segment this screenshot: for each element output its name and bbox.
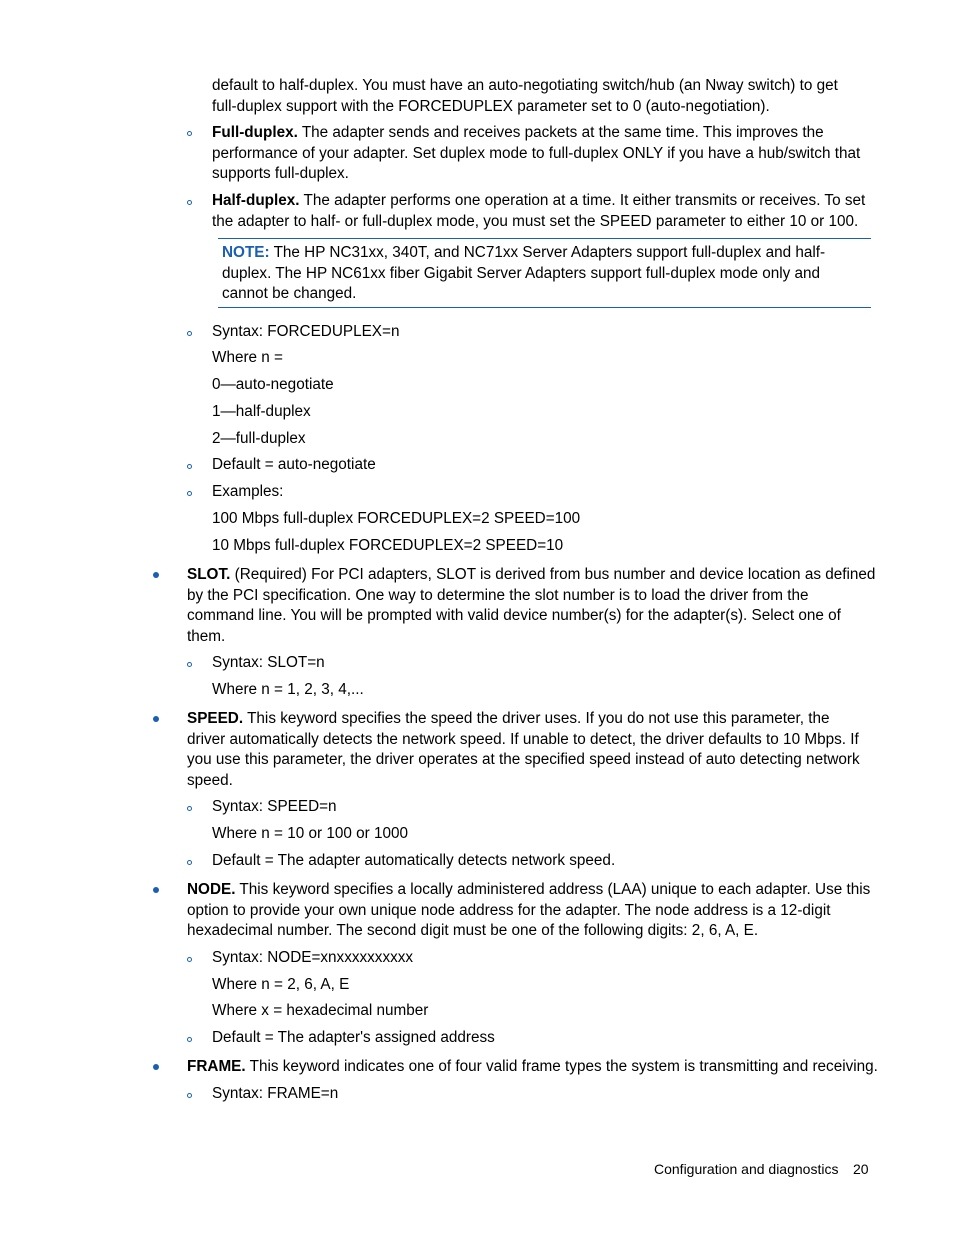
speed-text: This keyword specifies the speed the driver uses. If you do not use this parameter, the driver automatically detects the network speed. If unable to detect, the driver defaults to 10 Mbps. If you use this parameter, the driver operates at the specified speed instead of auto detecting network speed. (187, 710, 860, 789)
forceduplex-example-2: 10 Mbps full-duplex FORCEDUPLEX=2 SPEED=10 (212, 537, 564, 554)
speed-syntax: Syntax: SPEED=n (212, 798, 337, 815)
note-top-rule (218, 238, 871, 239)
forceduplex-syntax: Syntax: FORCEDUPLEX=n (212, 323, 400, 340)
half-duplex-term: Half-duplex. (212, 192, 300, 209)
sub-bullet-icon (187, 662, 192, 667)
sub-bullet-icon (187, 464, 192, 469)
slot-term: SLOT. (187, 566, 231, 583)
note-label: NOTE: (222, 244, 270, 261)
sub-bullet-icon (187, 1037, 192, 1042)
bullet-icon (153, 716, 159, 722)
speed-where: Where n = 10 or 100 or 1000 (212, 825, 409, 842)
sub-bullet-icon (187, 806, 192, 811)
note-box (222, 243, 857, 305)
node-text: This keyword specifies a locally administered address (LAA) unique to each adapter. Use this option to provide your own unique node address for the adapter. The node address is a 12-digit hexadecimal number. The second digit must be one of the following digits: 2, 6, A, E. (187, 881, 871, 939)
sub-bullet-icon (187, 957, 192, 962)
bullet-icon (153, 572, 159, 578)
node-where-x: Where x = hexadecimal number (212, 1002, 429, 1019)
forceduplex-where: Where n = (212, 349, 283, 366)
slot-where: Where n = 1, 2, 3, 4,... (212, 681, 364, 698)
forceduplex-default: Default = auto-negotiate (212, 456, 376, 473)
bullet-icon (153, 1064, 159, 1070)
frame-item (187, 1057, 887, 1078)
slot-text: (Required) For PCI adapters, SLOT is derived from bus number and device location as defined by the PCI specification. One way to determine the slot number is to load the driver from the command line. You will be prompted with valid device number(s) for the adapter(s). Select one of them. (187, 566, 876, 645)
footer-section-title: Configuration and diagnostics (654, 1161, 839, 1177)
sub-bullet-icon (187, 860, 192, 865)
half-duplex-item (212, 191, 872, 232)
forceduplex-examples-label: Examples: (212, 483, 284, 500)
full-duplex-item (212, 123, 862, 185)
node-term: NODE. (187, 881, 236, 898)
sub-bullet-icon (187, 1093, 192, 1098)
footer-page-number: 20 (853, 1161, 869, 1177)
node-default: Default = The adapter's assigned address (212, 1029, 495, 1046)
note-bottom-rule (218, 307, 871, 308)
node-item (187, 880, 877, 942)
frame-term: FRAME. (187, 1058, 246, 1075)
frame-syntax: Syntax: FRAME=n (212, 1085, 339, 1102)
forceduplex-option-0: 0—auto-negotiate (212, 376, 334, 393)
sub-bullet-icon (187, 491, 192, 496)
node-where-n: Where n = 2, 6, A, E (212, 976, 350, 993)
sub-bullet-icon (187, 331, 192, 336)
full-duplex-term: Full-duplex. (212, 124, 298, 141)
speed-default: Default = The adapter automatically detects network speed. (212, 852, 616, 869)
sub-bullet-icon (187, 200, 192, 205)
sub-bullet-icon (187, 131, 192, 136)
note-text: The HP NC31xx, 340T, and NC71xx Server Adapters support full-duplex and half-duplex. The HP NC61xx fiber Gigabit Server Adapters support full-duplex mode only and cannot be changed. (222, 244, 826, 302)
frame-text: This keyword indicates one of four valid frame types the system is transmitting and receiving. (245, 1058, 878, 1075)
full-duplex-text: The adapter sends and receives packets at the same time. This improves the performance of your adapter. Set duplex mode to full-duplex ONLY if you have a hub/switch that supports full-duplex. (212, 124, 861, 182)
slot-syntax: Syntax: SLOT=n (212, 654, 325, 671)
speed-item (187, 709, 867, 791)
node-syntax: Syntax: NODE=xnxxxxxxxxxx (212, 949, 414, 966)
speed-term: SPEED. (187, 710, 244, 727)
half-duplex-text: The adapter performs one operation at a time. It either transmits or receives. To set the adapter to half- or full-duplex mode, you must set the SPEED parameter to either 10 or 100. (212, 192, 866, 230)
slot-item (187, 565, 877, 647)
continued-paragraph: default to half-duplex. You must have an auto-negotiating switch/hub (an Nway switch) to get full-duplex support with the FORCEDUPLEX parameter set to 0 (auto-negotiation). (212, 77, 838, 115)
forceduplex-example-1: 100 Mbps full-duplex FORCEDUPLEX=2 SPEED=100 (212, 510, 581, 527)
forceduplex-option-1: 1—half-duplex (212, 403, 311, 420)
bullet-icon (153, 887, 159, 893)
forceduplex-option-2: 2—full-duplex (212, 430, 306, 447)
